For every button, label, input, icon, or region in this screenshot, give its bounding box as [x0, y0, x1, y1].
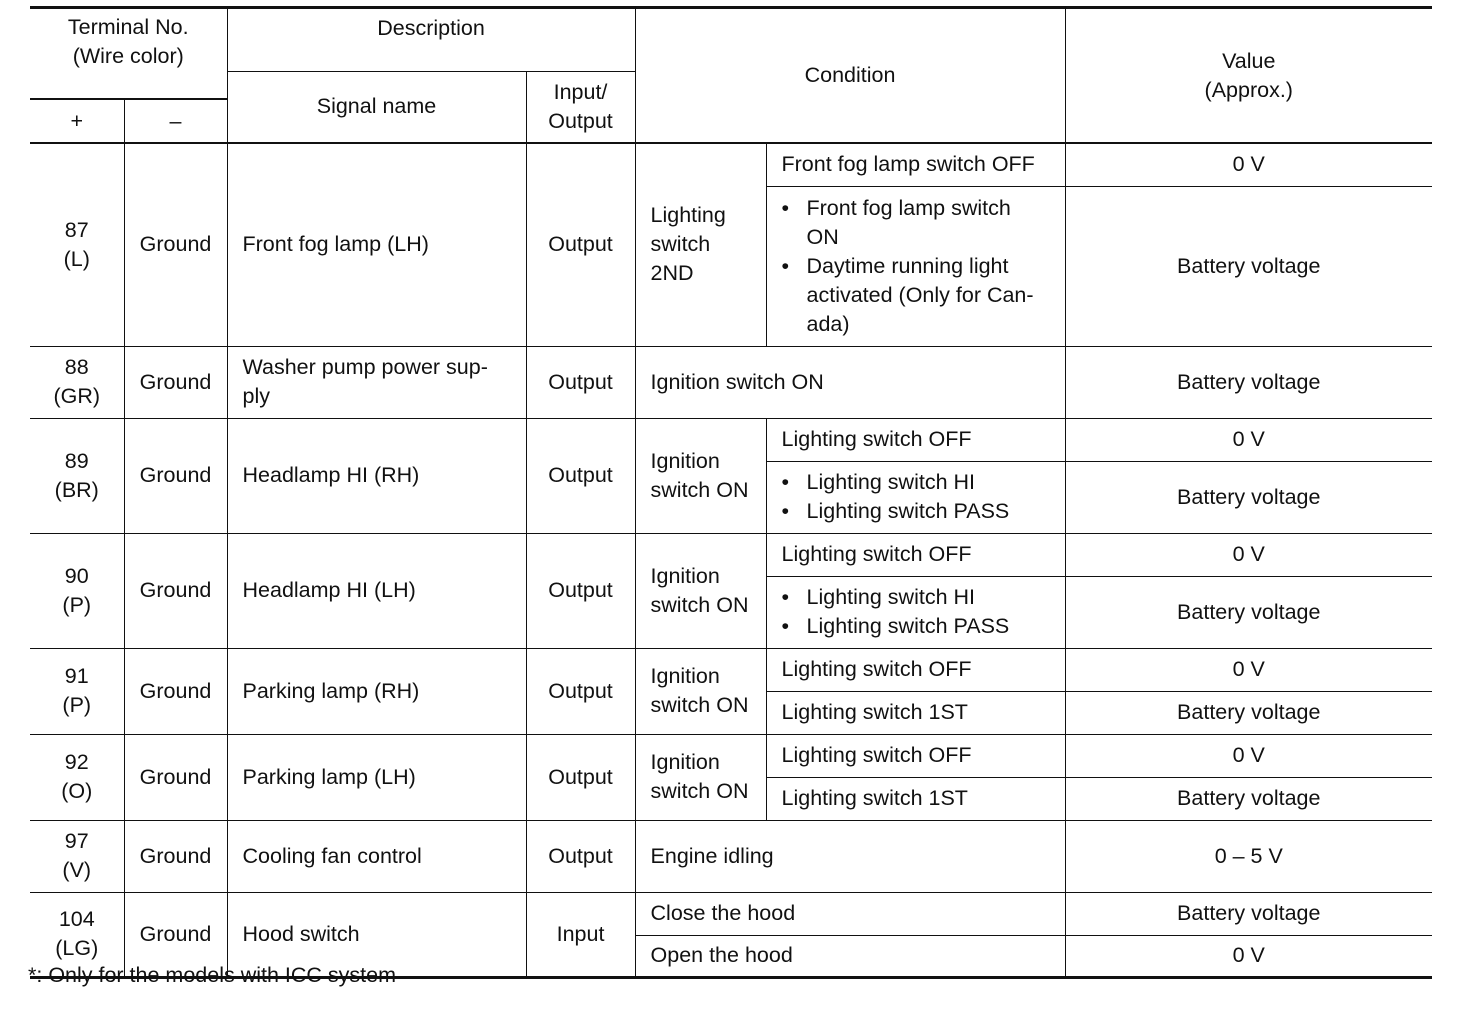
terminal-plus: 91 (P) [30, 648, 124, 734]
list-item: • Lighting switch HI [782, 468, 1065, 497]
terminal-minus: Ground [124, 143, 227, 346]
value-header: Value (Approx.) [1065, 8, 1432, 144]
list-item: • Front fog lamp switch ON [782, 194, 1065, 252]
io-type: Output [526, 648, 635, 734]
terminal-minus: Ground [124, 648, 227, 734]
condition-main: Lighting switch 2ND [635, 143, 766, 346]
condition-main: Ignition switch ON [635, 418, 766, 533]
value: 0 – 5 V [1065, 820, 1432, 892]
io-type: Output [526, 734, 635, 820]
minus-header: – [124, 99, 227, 143]
condition-sub: Lighting switch OFF [766, 734, 1065, 777]
value: 0 V [1065, 648, 1432, 691]
table-row [30, 820, 1432, 892]
value: Battery voltage [1065, 346, 1432, 418]
terminal-minus: Ground [124, 734, 227, 820]
signal-name: Parking lamp (LH) [227, 734, 526, 820]
table-row [30, 648, 1432, 691]
signal-name: Parking lamp (RH) [227, 648, 526, 734]
io-type: Input [526, 892, 635, 977]
condition: Ignition switch ON [635, 346, 1065, 418]
terminal-plus: 104 (LG) [30, 892, 124, 977]
table-row [30, 734, 1432, 777]
value: 0 V [1065, 533, 1432, 576]
condition-sub: Lighting switch OFF [766, 533, 1065, 576]
table-row [30, 418, 1432, 461]
condition: Close the hood [635, 892, 1065, 935]
list-item: • Lighting switch PASS [782, 612, 1065, 641]
condition: Open the hood [635, 935, 1065, 977]
condition-sub [766, 186, 1065, 346]
condition-main: Ignition switch ON [635, 734, 766, 820]
terminal-minus: Ground [124, 820, 227, 892]
value: Battery voltage [1065, 892, 1432, 935]
signal-name: Headlamp HI (RH) [227, 418, 526, 533]
plus-header: + [30, 99, 124, 143]
terminal-minus: Ground [124, 418, 227, 533]
condition-sub: Front fog lamp switch OFF [766, 143, 1065, 186]
value: 0 V [1065, 418, 1432, 461]
signal-name: Washer pump power sup- ply [227, 346, 526, 418]
terminal-minus: Ground [124, 892, 227, 977]
terminal-plus: 88 (GR) [30, 346, 124, 418]
signal-name: Headlamp HI (LH) [227, 533, 526, 648]
table-row [30, 533, 1432, 576]
signal-name: Hood switch [227, 892, 526, 977]
io-type: Output [526, 418, 635, 533]
terminal-minus: Ground [124, 346, 227, 418]
value: 0 V [1065, 143, 1432, 186]
terminal-header: Terminal No. (Wire color) [30, 8, 227, 72]
io-type: Output [526, 533, 635, 648]
table-row [30, 892, 1432, 935]
value: Battery voltage [1065, 691, 1432, 734]
terminal-minus: Ground [124, 533, 227, 648]
io-type: Output [526, 820, 635, 892]
signal-name: Front fog lamp (LH) [227, 143, 526, 346]
io-header: Input/ Output [526, 71, 635, 143]
terminal-plus: 89 (BR) [30, 418, 124, 533]
description-header: Description [227, 8, 635, 72]
condition-sub: Lighting switch OFF [766, 648, 1065, 691]
terminal-plus: 92 (O) [30, 734, 124, 820]
condition-header: Condition [635, 8, 1065, 144]
table-row [30, 143, 1432, 186]
list-item: • Lighting switch HI [782, 583, 1065, 612]
condition-main: Ignition switch ON [635, 533, 766, 648]
io-type: Output [526, 346, 635, 418]
io-type: Output [526, 143, 635, 346]
footnote: *: Only for the models with ICC system [28, 963, 396, 987]
signal-name: Cooling fan control [227, 820, 526, 892]
value: 0 V [1065, 734, 1432, 777]
condition-sub: Lighting switch OFF [766, 418, 1065, 461]
list-item: • Daytime running light activated (Only for Can- ada) [782, 252, 1065, 339]
condition-sub [766, 461, 1065, 533]
terminal-plus: 97 (V) [30, 820, 124, 892]
terminal-plus: 87 (L) [30, 143, 124, 346]
table-row [30, 346, 1432, 418]
condition-sub [766, 576, 1065, 648]
condition-main: Ignition switch ON [635, 648, 766, 734]
value: Battery voltage [1065, 186, 1432, 346]
condition-sub: Lighting switch 1ST [766, 777, 1065, 820]
value: Battery voltage [1065, 576, 1432, 648]
terminal-table [30, 6, 1432, 979]
value: 0 V [1065, 935, 1432, 977]
terminal-plus: 90 (P) [30, 533, 124, 648]
value: Battery voltage [1065, 777, 1432, 820]
condition-sub: Lighting switch 1ST [766, 691, 1065, 734]
list-item: • Lighting switch PASS [782, 497, 1065, 526]
condition: Engine idling [635, 820, 1065, 892]
value: Battery voltage [1065, 461, 1432, 533]
signal-name-header: Signal name [227, 71, 526, 143]
